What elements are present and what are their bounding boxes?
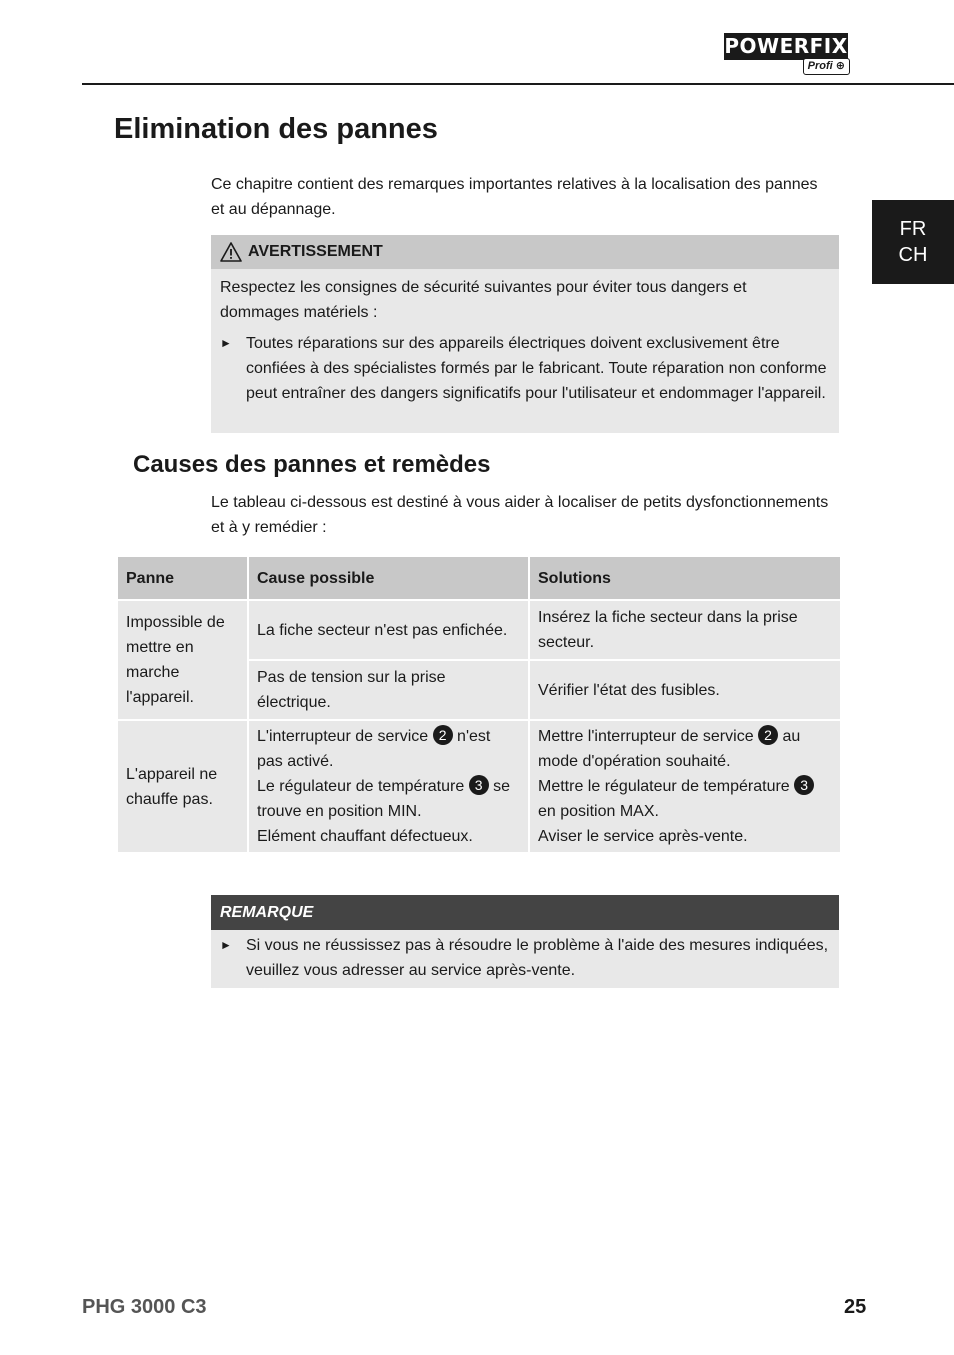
section-title: Causes des pannes et remèdes (133, 451, 491, 478)
lang-ch: CH (898, 244, 928, 266)
solution-cell: Vérifier l'état des fusibles. (529, 660, 841, 720)
table-row (117, 720, 841, 853)
warning-bullet-text: Toutes réparations sur des appareils électriques doivent exclusivement être confiées à des spécialistes formés par le fabricant. Toute réparation non conforme peut entraîner des dangers significatifs pour l'utilisateur et endommager l'appareil. (246, 335, 827, 402)
page-number: 25 (844, 1296, 867, 1318)
arrow-right-icon: ► (220, 336, 232, 350)
section-intro: Le tableau ci-dessous est destiné à vous aider à localiser de petits dysfonctionnements et à y remédier : (211, 494, 829, 536)
troubleshooting-table (116, 555, 842, 854)
solution-cell: Insérez la fiche secteur dans la prise secteur. (529, 600, 841, 660)
intro-paragraph: Ce chapitre contient des remarques importantes relatives à la localisation des pannes et au dépannage. (211, 176, 818, 218)
note-bullet (220, 933, 830, 983)
note-title: REMARQUE (211, 895, 839, 930)
note-bullet-text: Si vous ne réussissez pas à résoudre le problème à l'aide des mesures indiquées, veuillez vous adresser au service après-vente. (246, 937, 829, 979)
callout-number: 2 (758, 725, 778, 745)
footer-model: PHG 3000 C3 (82, 1296, 207, 1318)
brand-name: POWERFIX (724, 34, 848, 58)
note-box (211, 895, 839, 988)
cause-cell: L'interrupteur de service 2 n'est pas activé. Le régulateur de température 3 se trouve en position MIN. Elément chauffant défectueux. (248, 720, 529, 853)
lang-fr: FR (899, 218, 927, 240)
warning-triangle-icon (220, 242, 242, 262)
table-row (117, 600, 841, 660)
warning-bullet (220, 331, 830, 406)
sub-brand: Profi ⊕ (803, 58, 850, 75)
header-cause: Cause possible (248, 556, 529, 600)
fault-cell: Impossible de mettre en marche l'appareil. (117, 600, 248, 720)
arrow-right-icon: ► (220, 938, 232, 952)
brand-logo (724, 33, 850, 75)
callout-number: 3 (794, 775, 814, 795)
fault-cell: L'appareil ne chauffe pas. (117, 720, 248, 853)
warning-title: AVERTISSEMENT (248, 243, 383, 260)
cause-cell: Pas de tension sur la prise électrique. (248, 660, 529, 720)
warning-header (211, 235, 839, 269)
header-solution: Solutions (529, 556, 841, 600)
header-rule (82, 83, 954, 85)
callout-number: 2 (433, 725, 453, 745)
warning-box (211, 235, 839, 433)
language-tab (872, 200, 954, 284)
header-fault: Panne (117, 556, 248, 600)
warning-text: Respectez les consignes de sécurité suivantes pour éviter tous dangers et dommages matériels : (220, 279, 747, 321)
page-title: Elimination des pannes (114, 113, 438, 145)
table-header-row (117, 556, 841, 600)
callout-number: 3 (469, 775, 489, 795)
solution-cell: Mettre l'interrupteur de service 2 au mode d'opération souhaité. Mettre le régulateur de température 3 en position MAX. Aviser le service après-vente. (529, 720, 841, 853)
cause-cell: La fiche secteur n'est pas enfichée. (248, 600, 529, 660)
